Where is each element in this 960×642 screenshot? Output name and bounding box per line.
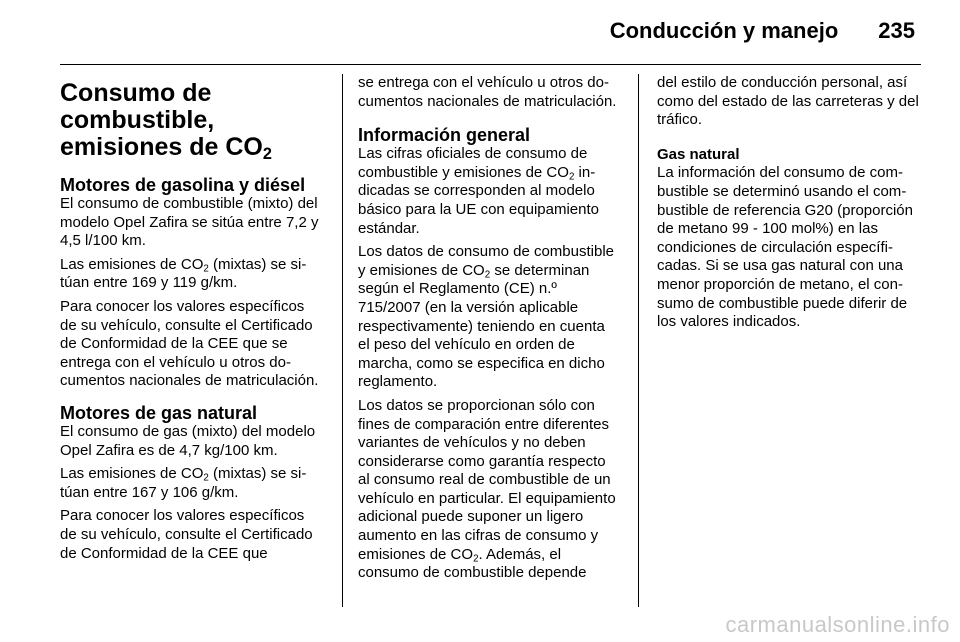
column-3 (657, 74, 919, 337)
column-divider-1 (342, 74, 343, 607)
subscript: 2 (484, 269, 491, 281)
paragraph: Para conocer los valores específicos de su vehículo, consulte el Certificado de Conformidad de la CEE que (60, 507, 313, 562)
section-title: Motores de gasolina y diésel (60, 175, 306, 195)
column-1 (60, 74, 322, 575)
subscript: 2 (203, 263, 209, 275)
watermark: carmanualsonline.info (725, 612, 950, 637)
paragraph: del estilo de conducción personal, así como del estado de las carreteras y del tráfico. (657, 74, 919, 129)
section-title: Información general (358, 125, 531, 146)
section-title: Motores de gas natural (60, 402, 258, 423)
text: Los datos se proporcionan sólo con fines de comparación entre diferentes variantes de vehículos y no deben considerarse como garantía respecto al consumo real de combustible de un vehículo en particular. El equipamiento adicional puede suponer un ligero aumento en las cifras de consumo y emisiones de CO (358, 396, 616, 563)
text: Las emisiones de CO (60, 255, 204, 273)
column-divider-2 (638, 74, 639, 607)
paragraph: El consumo de combustible (mixto) del modelo Opel Zafira se sitúa entre 7,2 y 4,5 l/100 km. (60, 195, 319, 250)
paragraph: La información del consumo de combustible se determinó usando el combustible de referencia G20 (proporción de metano 99 - 100 mol%) en las condiciones de circulación específicadas. Si se usa gas natural con una menor proporción de metano, el consumo de combustible puede diferir de los valores indicados. (657, 164, 913, 331)
paragraph (60, 465, 322, 502)
page-number: 235 (878, 18, 915, 43)
section-gasoline-diesel (60, 175, 322, 391)
main-heading-line1: Consumo de combustible, (60, 79, 215, 134)
paragraph (60, 256, 322, 293)
section-natural-gas-engines (60, 403, 322, 563)
subscript: 2 (568, 171, 575, 183)
subscript: 2 (473, 553, 479, 565)
main-heading (60, 79, 322, 164)
paragraph (358, 243, 620, 392)
text: Las emisiones de CO (60, 465, 204, 483)
text: (mixtas) se sitúan entre 167 y 106 g/km. (60, 465, 307, 501)
text: se determinan según el Reglamento (CE) n.º 715/2007 (en la versión aplicable respectivamente) teniendo en cuenta el peso del vehículo en orden de marcha, como se especifica en dicho reglamento. (358, 261, 605, 391)
chapter-title: Conducción y manejo (609, 18, 839, 43)
page-header (0, 18, 915, 44)
subscript: 2 (262, 145, 272, 164)
text: Los datos de consumo de combustible y emisiones de CO (358, 243, 614, 279)
main-heading-line2: emisiones de CO (60, 133, 263, 161)
text: Las cifras oficiales de consumo de combustible y emisiones de CO (358, 145, 588, 181)
text: . Además, el consumo de combustible depende (358, 545, 587, 582)
paragraph (358, 397, 620, 583)
subscript: 2 (203, 472, 209, 484)
section-title: Gas natural (657, 145, 740, 163)
text: (mixtas) se sitúan entre 169 y 119 g/km. (60, 255, 307, 292)
paragraph: El consumo de gas (mixto) del modelo Opel Zafira es de 4,7 kg/100 km. (60, 422, 316, 459)
column-2 (358, 74, 620, 588)
paragraph: Para conocer los valores específicos de su vehículo, consulte el Certificado de Conformidad de la CEE que se entrega con el vehículo u otros documentos nacionales de matriculación. (60, 297, 319, 390)
paragraph (358, 145, 620, 238)
header-rule (60, 64, 921, 65)
text: indicadas se corresponden al modelo básico para la UE con equipamiento estándar. (358, 163, 599, 237)
paragraph: se entrega con el vehículo u otros documentos nacionales de matriculación. (358, 74, 617, 110)
